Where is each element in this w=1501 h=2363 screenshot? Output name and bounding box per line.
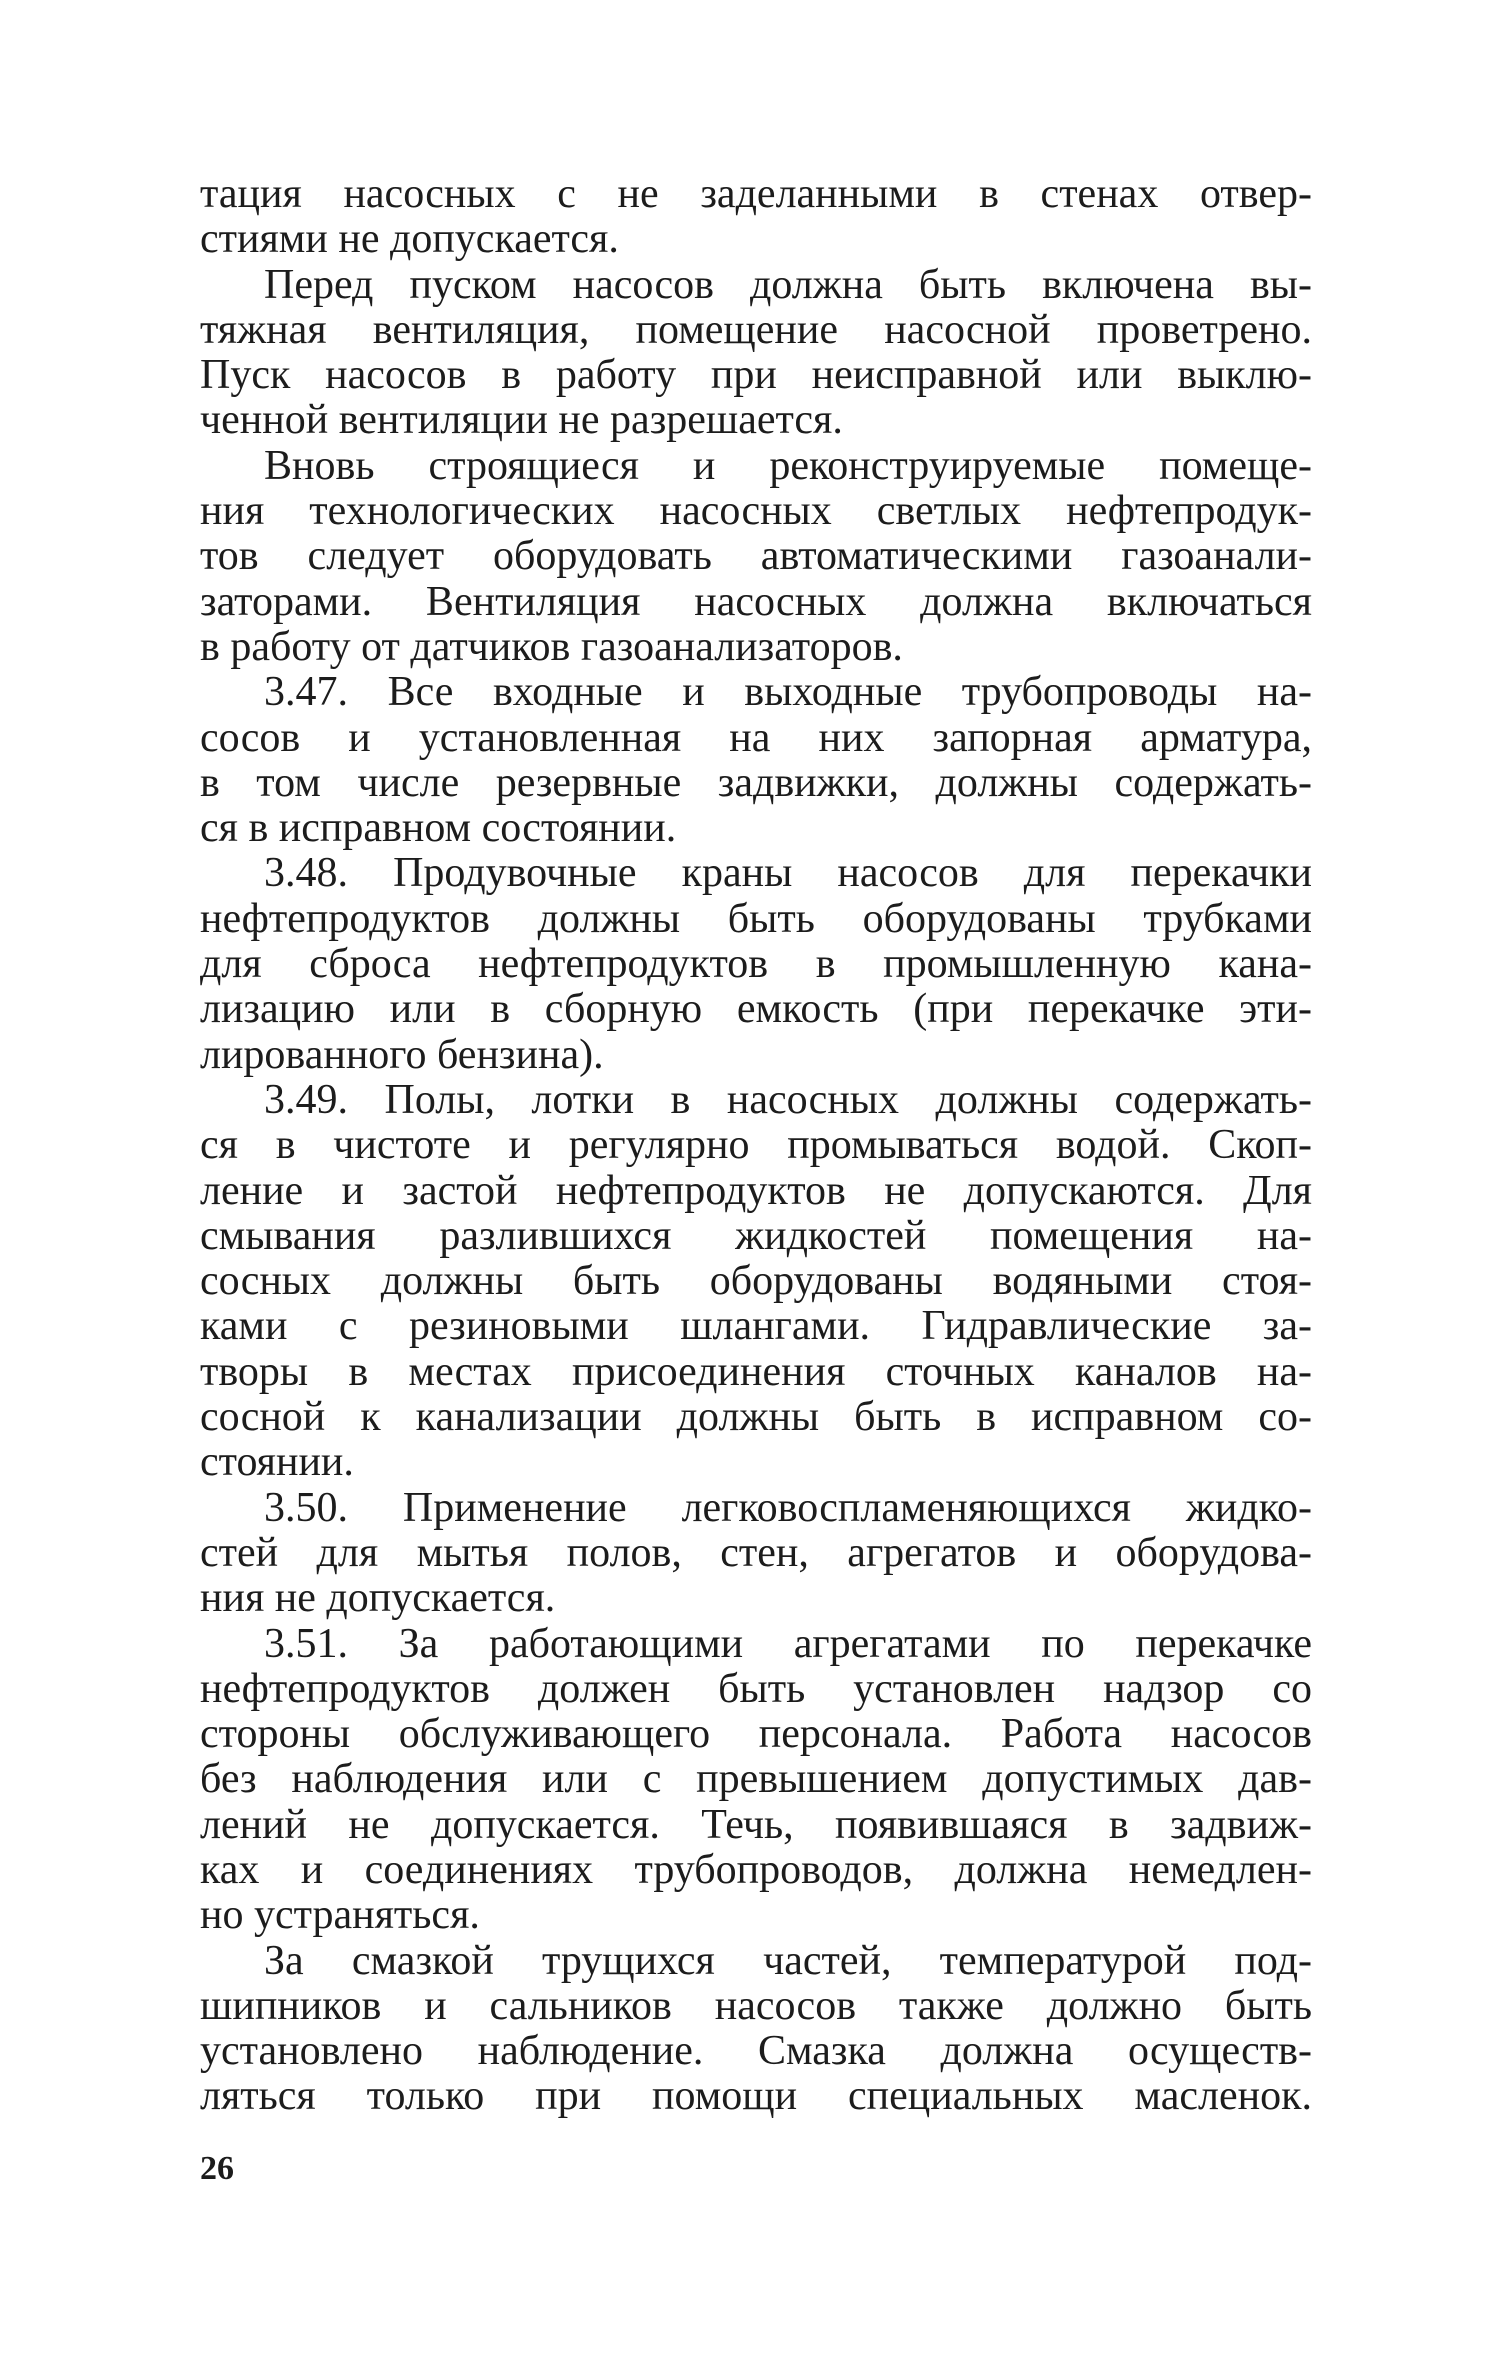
text-line: Вновь строящиеся и реконструируемые помеще- (264, 442, 1312, 489)
text-line: ление и застой нефтепродуктов не допускаются. Для (200, 1167, 1312, 1214)
text-line: смывания разлившихся жидкостей помещения на- (200, 1212, 1312, 1259)
text-line: шипников и сальников насосов также должно быть (200, 1982, 1312, 2029)
text-line: Перед пуском насосов должна быть включена вы- (264, 261, 1312, 308)
text-line: тов следует оборудовать автоматическими газоанали- (200, 533, 1312, 580)
page-number: 26 (200, 2150, 234, 2187)
text-line: 3.48. Продувочные краны насосов для перекачки (264, 850, 1312, 897)
text-line: 3.50. Применение легковоспламеняющихся жидко- (264, 1484, 1312, 1531)
text-line: лированного бензина). (200, 1031, 604, 1078)
text-line: стей для мытья полов, стен, агрегатов и оборудова- (200, 1529, 1312, 1576)
text-line: ляться только при помощи специальных масленок. (200, 2073, 1312, 2120)
paragraph (200, 1486, 1312, 1622)
paragraph (200, 1078, 1312, 1486)
text-line: Пуск насосов в работу при неисправной или выклю- (200, 352, 1312, 399)
paragraph (200, 172, 1312, 263)
text-line: сосов и установленная на них запорная арматура, (200, 714, 1312, 761)
text-line: тяжная вентиляция, помещение насосной проветрено. (200, 306, 1312, 353)
text-line: установлено наблюдение. Смазка должна осуществ- (200, 2028, 1312, 2075)
text-line: без наблюдения или с превышением допустимых дав- (200, 1756, 1312, 1803)
text-line: ками с резиновыми шлангами. Гидравлические за- (200, 1303, 1312, 1350)
text-line: ния не допускается. (200, 1575, 556, 1622)
text-line: ках и соединениях трубопроводов, должна немедлен- (200, 1846, 1312, 1893)
text-line: сосных должны быть оборудованы водяными стоя- (200, 1258, 1312, 1305)
paragraph (200, 670, 1312, 851)
text-line: стоянии. (200, 1439, 354, 1486)
text-line: лизацию или в сборную емкость (при перекачке эти- (200, 986, 1312, 1033)
text-line: творы в местах присоединения сточных каналов на- (200, 1348, 1312, 1395)
text-line: нефтепродуктов должны быть оборудованы трубками (200, 895, 1312, 942)
text-line: в том числе резервные задвижки, должны содержать- (200, 759, 1312, 806)
text-line: заторами. Вентиляция насосных должна включаться (200, 578, 1312, 625)
text-line: ния технологических насосных светлых нефтепродук- (200, 488, 1312, 535)
text-line: стороны обслуживающего персонала. Работа насосов (200, 1711, 1312, 1758)
paragraph (200, 263, 1312, 444)
paragraph (200, 1622, 1312, 1939)
text-line: но устраняться. (200, 1892, 480, 1939)
text-line: стиями не допускается. (200, 216, 619, 263)
text-line: За смазкой трущихся частей, температурой под- (264, 1937, 1312, 1984)
text-line: ся в чистоте и регулярно промываться водой. Скоп- (200, 1122, 1312, 1169)
paragraph (200, 1939, 1312, 2120)
text-line: в работу от датчиков газоанализаторов. (200, 623, 903, 670)
text-line: 3.51. За работающими агрегатами по перекачке (264, 1620, 1312, 1667)
text-line: лений не допускается. Течь, появившаяся в задвиж- (200, 1801, 1312, 1848)
text-line: для сброса нефтепродуктов в промышленную кана- (200, 941, 1312, 988)
page-body (200, 172, 1312, 2120)
text-line: 3.49. Полы, лотки в насосных должны содержать- (264, 1076, 1312, 1123)
text-line: сосной к канализации должны быть в исправном со- (200, 1394, 1312, 1441)
text-line: ченной вентиляции не разрешается. (200, 397, 843, 444)
paragraph (200, 851, 1312, 1077)
text-line: 3.47. Все входные и выходные трубопроводы на- (264, 669, 1312, 716)
text-line: ся в исправном состоянии. (200, 805, 677, 852)
text-line: тация насосных с не заделанными в стенах отвер- (200, 171, 1312, 217)
paragraph (200, 444, 1312, 670)
text-line: нефтепродуктов должен быть установлен надзор со (200, 1665, 1312, 1712)
